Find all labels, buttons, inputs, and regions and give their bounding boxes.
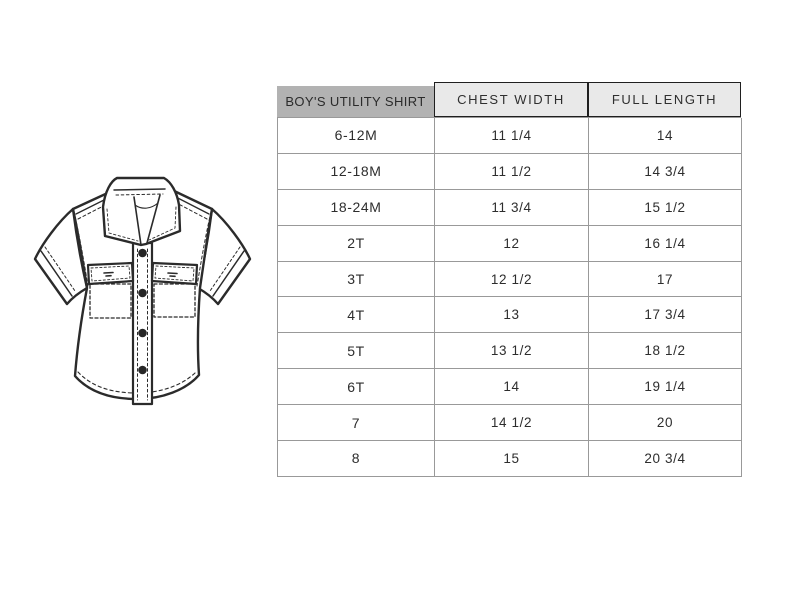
full-length-cell: 18 1/2 [589, 333, 742, 369]
chest-width-cell: 11 1/2 [435, 154, 589, 190]
size-cell: 8 [278, 441, 435, 477]
size-cell: 18-24M [278, 190, 435, 226]
full-length-cell: 14 3/4 [589, 154, 742, 190]
chest-width-cell: 11 1/4 [435, 118, 589, 154]
size-cell: 6T [278, 369, 435, 405]
size-cell: 2T [278, 226, 435, 262]
size-cell: 4T [278, 297, 435, 333]
header-cell-product-title: BOY'S UTILITY SHIRT [277, 86, 434, 117]
full-length-cell: 19 1/4 [589, 369, 742, 405]
size-cell: 7 [278, 405, 435, 441]
chest-width-cell: 15 [435, 441, 589, 477]
full-length-cell: 20 3/4 [589, 441, 742, 477]
size-cell: 5T [278, 333, 435, 369]
full-length-cell: 15 1/2 [589, 190, 742, 226]
chest-width-cell: 11 3/4 [435, 190, 589, 226]
header-cell-chest-width: CHEST WIDTH [434, 82, 588, 117]
full-length-cell: 17 3/4 [589, 297, 742, 333]
chest-width-cell: 14 [435, 369, 589, 405]
size-cell: 12-18M [278, 154, 435, 190]
header-cell-full-length: FULL LENGTH [588, 82, 741, 117]
chest-width-cell: 12 [435, 226, 589, 262]
full-length-cell: 16 1/4 [589, 226, 742, 262]
chest-width-cell: 13 [435, 297, 589, 333]
full-length-cell: 17 [589, 262, 742, 298]
full-length-cell: 20 [589, 405, 742, 441]
chest-width-cell: 13 1/2 [435, 333, 589, 369]
table-body [277, 117, 741, 477]
full-length-cell: 14 [589, 118, 742, 154]
size-chart-table [277, 82, 741, 476]
chest-width-cell: 12 1/2 [435, 262, 589, 298]
chest-width-cell: 14 1/2 [435, 405, 589, 441]
size-cell: 6-12M [278, 118, 435, 154]
size-cell: 3T [278, 262, 435, 298]
